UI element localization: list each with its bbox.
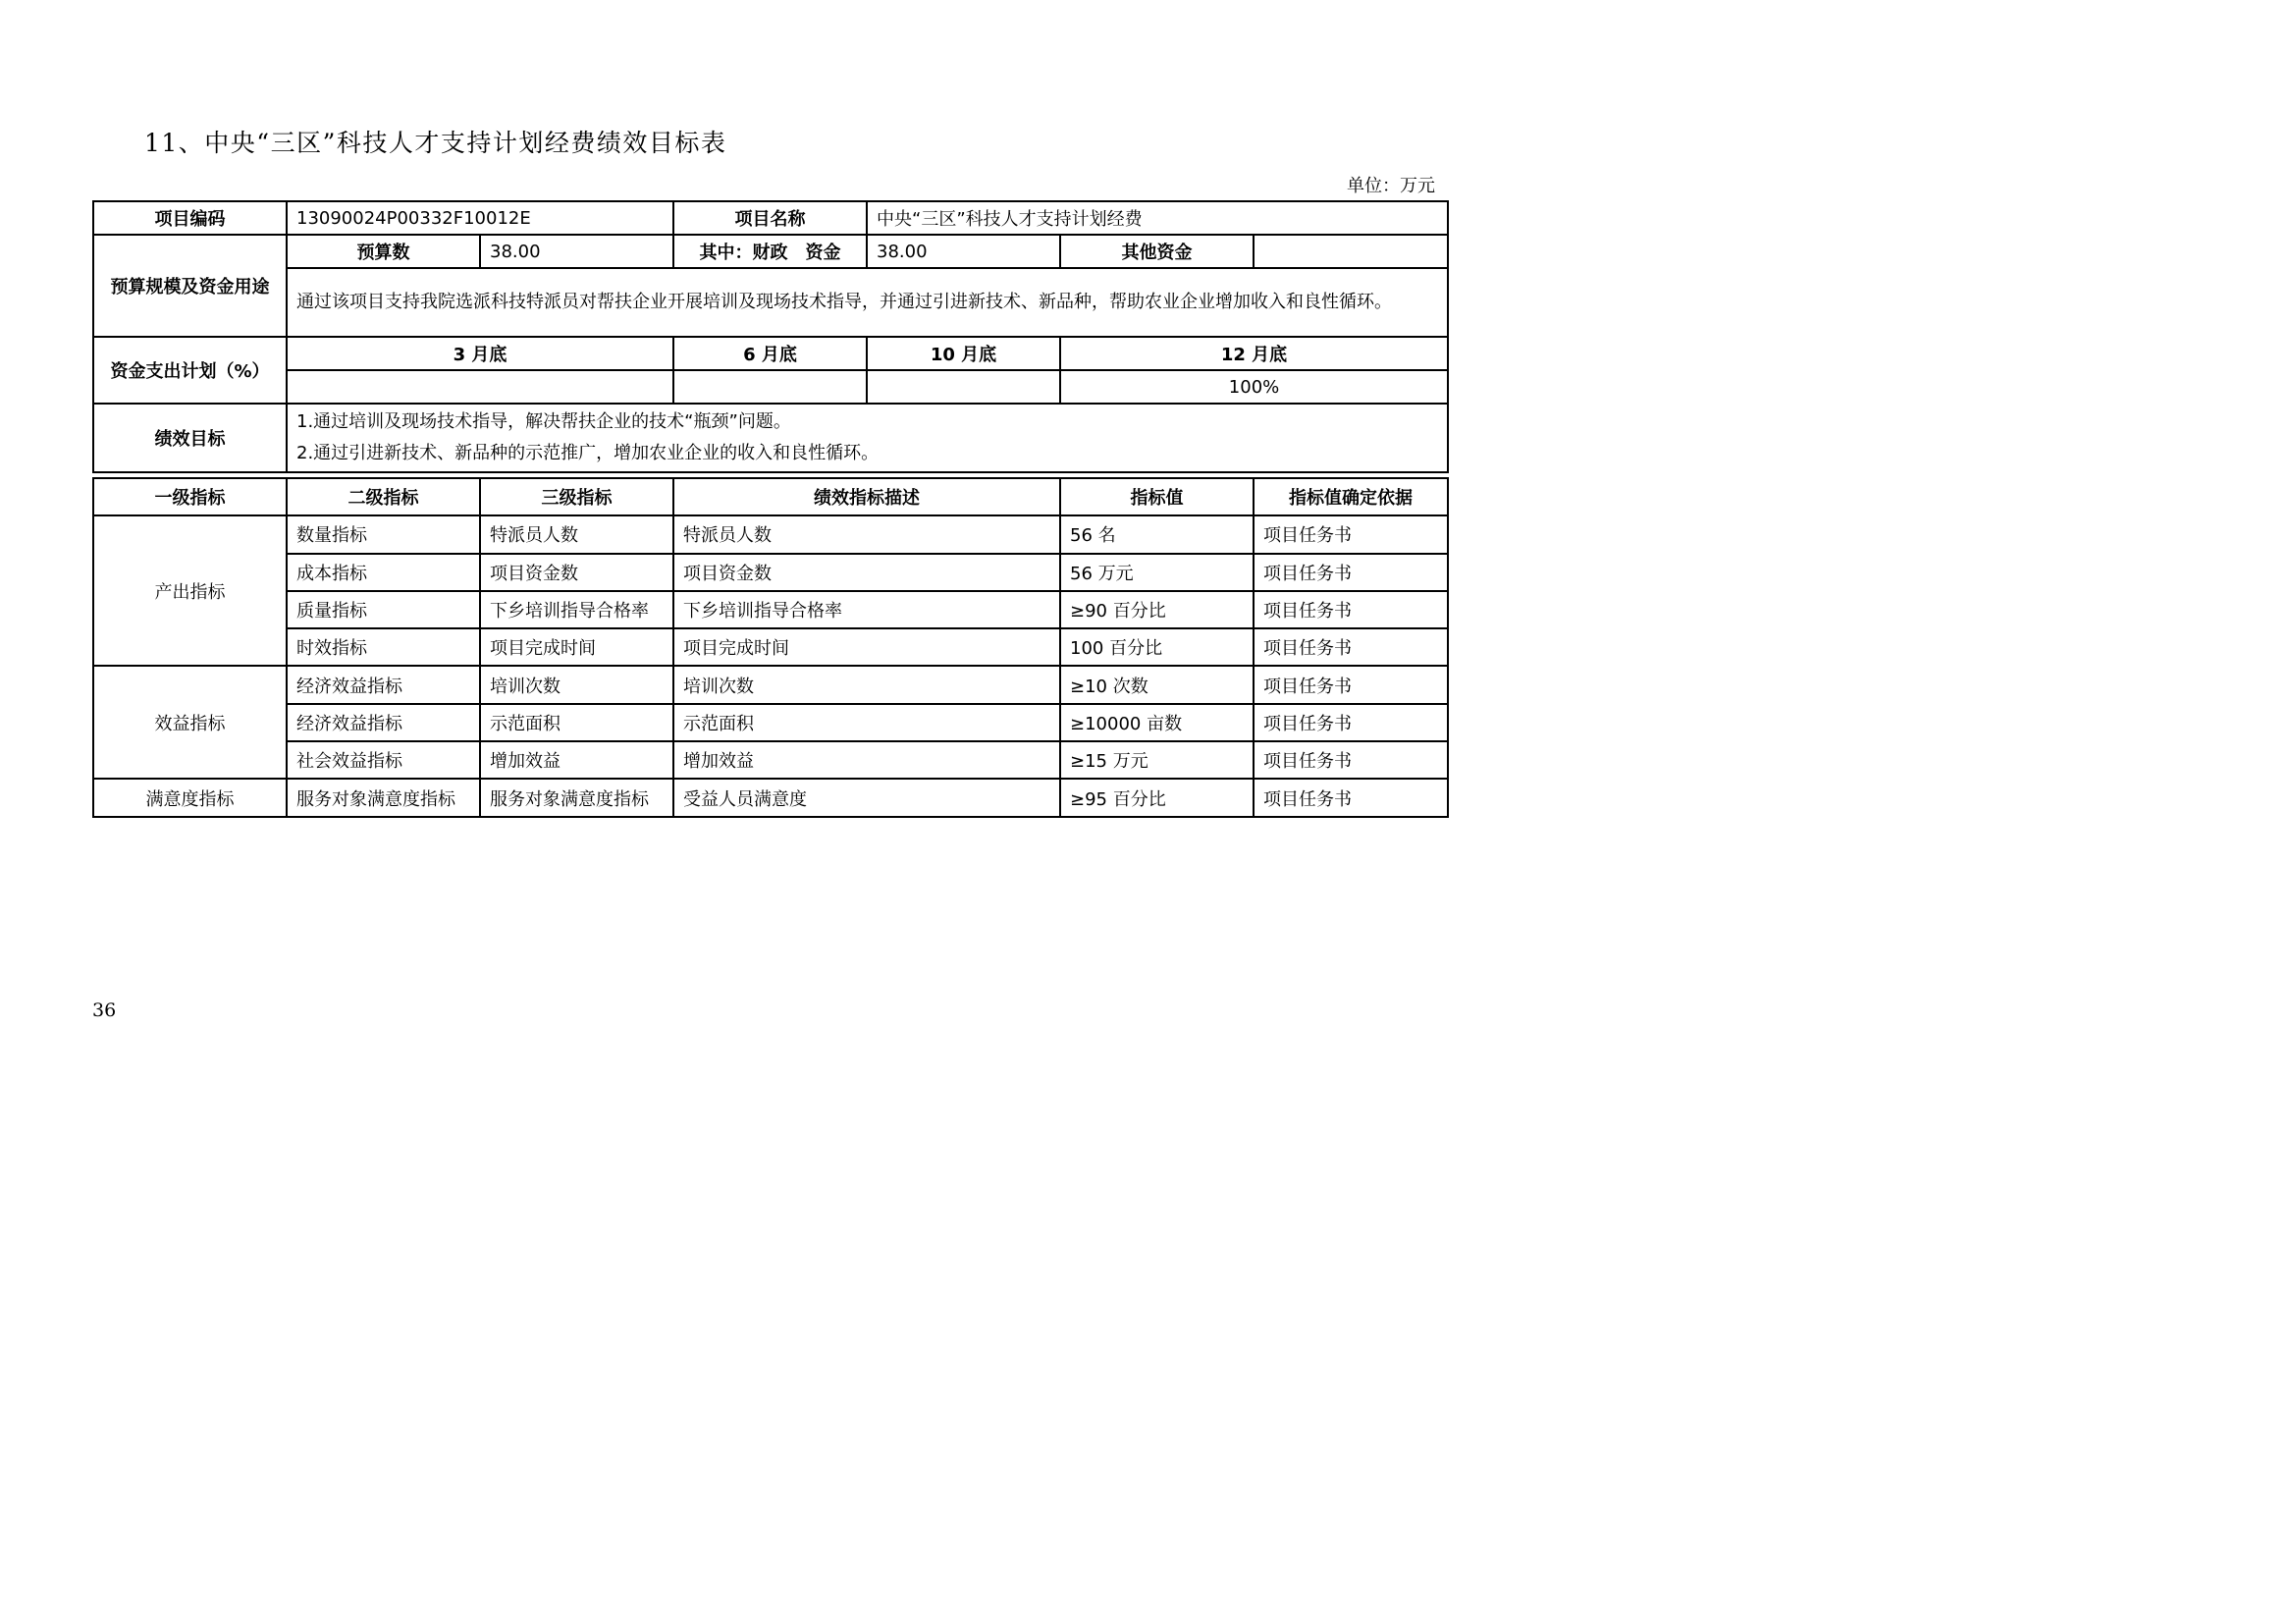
table-row bbox=[93, 779, 1448, 816]
budget-purpose: 通过该项目支持我院选派科技特派员对帮扶企业开展培训及现场技术指导，并通过引进新技术、新品种，帮助农业企业增加收入和良性循环。 bbox=[287, 268, 1448, 337]
budget-total: 38.00 bbox=[480, 235, 673, 268]
indicator-description: 项目资金数 bbox=[673, 554, 1060, 591]
spending-period: 12 月底 bbox=[1060, 337, 1448, 370]
budget-other bbox=[1254, 235, 1448, 268]
indicator-description: 示范面积 bbox=[673, 704, 1060, 741]
indicator-body bbox=[93, 515, 1448, 816]
budget-total-label: 预算数 bbox=[287, 235, 480, 268]
indicator-level3: 增加效益 bbox=[480, 741, 673, 779]
indicator-description: 培训次数 bbox=[673, 666, 1060, 703]
indicator-level3: 项目资金数 bbox=[480, 554, 673, 591]
indicator-level2: 质量指标 bbox=[287, 591, 480, 628]
indicator-basis: 项目任务书 bbox=[1254, 591, 1448, 628]
indicator-level2: 社会效益指标 bbox=[287, 741, 480, 779]
indicator-description: 特派员人数 bbox=[673, 515, 1060, 553]
unit-label: 单位：万元 bbox=[1347, 176, 1435, 196]
indicator-basis: 项目任务书 bbox=[1254, 554, 1448, 591]
indicator-level2: 数量指标 bbox=[287, 515, 480, 553]
project-name-label: 项目名称 bbox=[673, 201, 867, 235]
indicator-header: 二级指标 bbox=[287, 478, 480, 515]
indicator-header: 绩效指标描述 bbox=[673, 478, 1060, 515]
project-info-table bbox=[92, 200, 1449, 473]
spending-value bbox=[867, 370, 1060, 404]
table-row bbox=[93, 515, 1448, 553]
indicator-description: 项目完成时间 bbox=[673, 628, 1060, 666]
indicator-basis: 项目任务书 bbox=[1254, 515, 1448, 553]
indicator-header: 指标值确定依据 bbox=[1254, 478, 1448, 515]
spending-value bbox=[673, 370, 867, 404]
indicator-level3: 项目完成时间 bbox=[480, 628, 673, 666]
spending-period: 10 月底 bbox=[867, 337, 1060, 370]
indicator-basis: 项目任务书 bbox=[1254, 779, 1448, 816]
table-row bbox=[93, 666, 1448, 703]
project-code-label: 项目编码 bbox=[93, 201, 287, 235]
indicator-level3: 示范面积 bbox=[480, 704, 673, 741]
table-row bbox=[93, 591, 1448, 628]
indicator-value: ≥15 万元 bbox=[1060, 741, 1254, 779]
indicator-header: 一级指标 bbox=[93, 478, 287, 515]
indicator-description: 下乡培训指导合格率 bbox=[673, 591, 1060, 628]
indicator-level3: 下乡培训指导合格率 bbox=[480, 591, 673, 628]
indicator-level2: 经济效益指标 bbox=[287, 666, 480, 703]
spending-period: 6 月底 bbox=[673, 337, 867, 370]
indicator-value: ≥10000 亩数 bbox=[1060, 704, 1254, 741]
indicator-level2: 成本指标 bbox=[287, 554, 480, 591]
indicator-basis: 项目任务书 bbox=[1254, 741, 1448, 779]
budget-section-label: 预算规模及资金用途 bbox=[93, 235, 287, 337]
indicator-value: 56 名 bbox=[1060, 515, 1254, 553]
goals-list bbox=[287, 404, 1448, 472]
budget-fiscal: 38.00 bbox=[867, 235, 1060, 268]
project-code: 13090024P00332F10012E bbox=[287, 201, 673, 235]
indicator-value: ≥10 次数 bbox=[1060, 666, 1254, 703]
project-name: 中央“三区”科技人才支持计划经费 bbox=[867, 201, 1448, 235]
indicator-value: ≥95 百分比 bbox=[1060, 779, 1254, 816]
goal-item: 2.通过引进新技术、新品种的示范推广，增加农业企业的收入和良性循环。 bbox=[296, 443, 880, 463]
indicator-level1: 满意度指标 bbox=[93, 779, 287, 816]
spending-period: 3 月底 bbox=[287, 337, 673, 370]
indicator-basis: 项目任务书 bbox=[1254, 704, 1448, 741]
spending-value: 100% bbox=[1060, 370, 1448, 404]
indicator-level2: 经济效益指标 bbox=[287, 704, 480, 741]
indicator-level2: 时效指标 bbox=[287, 628, 480, 666]
indicator-value: 100 百分比 bbox=[1060, 628, 1254, 666]
goals-label: 绩效目标 bbox=[93, 404, 287, 472]
indicator-level3: 服务对象满意度指标 bbox=[480, 779, 673, 816]
goal-item: 1.通过培训及现场技术指导，解决帮扶企业的技术“瓶颈”问题。 bbox=[296, 411, 791, 432]
budget-other-label: 其他资金 bbox=[1060, 235, 1254, 268]
indicator-level3: 特派员人数 bbox=[480, 515, 673, 553]
indicator-value: 56 万元 bbox=[1060, 554, 1254, 591]
table-row bbox=[93, 741, 1448, 779]
indicator-level1: 产出指标 bbox=[93, 515, 287, 666]
indicator-level2: 服务对象满意度指标 bbox=[287, 779, 480, 816]
indicator-table bbox=[92, 477, 1449, 818]
table-row bbox=[93, 554, 1448, 591]
page-number: 36 bbox=[92, 1000, 117, 1021]
indicator-description: 增加效益 bbox=[673, 741, 1060, 779]
indicator-basis: 项目任务书 bbox=[1254, 666, 1448, 703]
indicator-level3: 培训次数 bbox=[480, 666, 673, 703]
indicator-level1: 效益指标 bbox=[93, 666, 287, 779]
indicator-basis: 项目任务书 bbox=[1254, 628, 1448, 666]
indicator-value: ≥90 百分比 bbox=[1060, 591, 1254, 628]
indicator-header: 三级指标 bbox=[480, 478, 673, 515]
indicator-header: 指标值 bbox=[1060, 478, 1254, 515]
page-title: 11、中央“三区”科技人才支持计划经费绩效目标表 bbox=[144, 129, 727, 157]
spending-plan-label: 资金支出计划（%） bbox=[93, 337, 287, 404]
table-row bbox=[93, 704, 1448, 741]
spending-value bbox=[287, 370, 673, 404]
table-row bbox=[93, 628, 1448, 666]
budget-fiscal-label: 其中：财政 资金 bbox=[673, 235, 867, 268]
indicator-description: 受益人员满意度 bbox=[673, 779, 1060, 816]
